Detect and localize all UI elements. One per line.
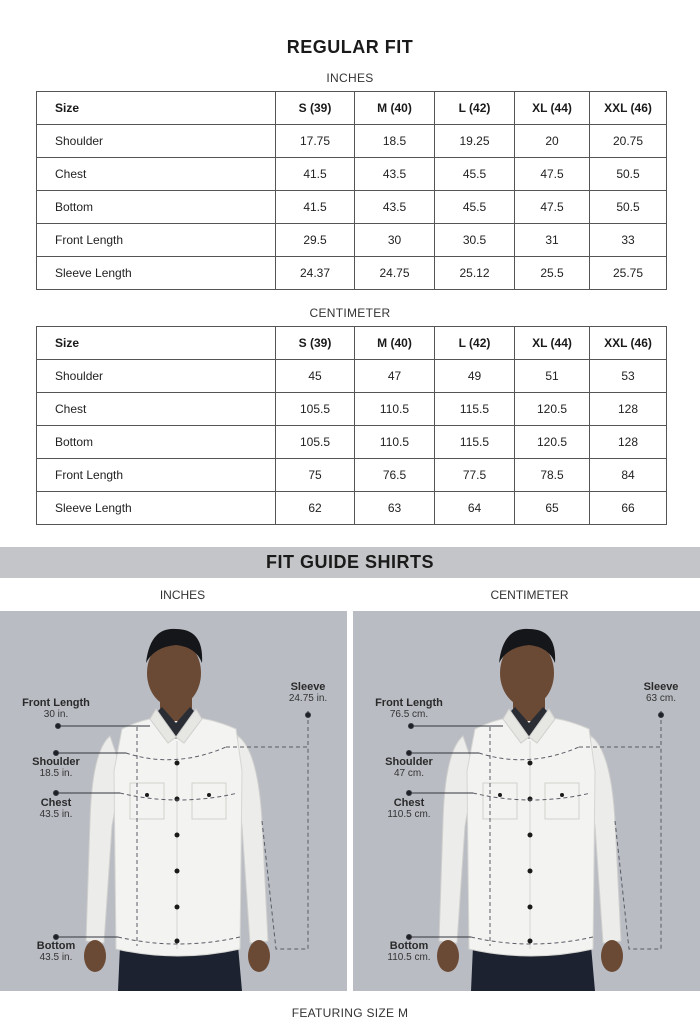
table-cell: 49 xyxy=(435,360,515,393)
row-label: Chest xyxy=(37,158,276,191)
chest-value: 43.5 in. xyxy=(39,809,73,820)
front-length-label: Front Length xyxy=(22,697,90,709)
sleeve-callout xyxy=(270,681,346,704)
table-cell: 128 xyxy=(590,426,667,459)
front-length-value: 30 in. xyxy=(43,709,69,720)
table-cell: 43.5 xyxy=(355,191,435,224)
cm-table-label: CENTIMETER xyxy=(309,306,391,320)
front-length-label: Front Length xyxy=(375,697,443,709)
table-row xyxy=(37,360,667,393)
table-cell: 84 xyxy=(590,459,667,492)
sleeve-value: 63 cm. xyxy=(645,693,676,704)
front-length-value: 76.5 cm. xyxy=(389,709,429,720)
table-row xyxy=(37,191,667,224)
table-cell: 120.5 xyxy=(515,393,590,426)
row-label: Front Length xyxy=(37,224,276,257)
bottom-value: 110.5 cm. xyxy=(387,952,431,963)
table-cell: 105.5 xyxy=(276,426,355,459)
table-cell: 24.75 xyxy=(355,257,435,290)
table-cell: 50.5 xyxy=(590,191,667,224)
row-label: Sleeve Length xyxy=(37,257,276,290)
column-header: L (42) xyxy=(435,327,515,360)
table-cell: 20 xyxy=(515,125,590,158)
column-header: XL (44) xyxy=(515,92,590,125)
fit-panel-centimeter xyxy=(353,611,700,991)
table-cell: 41.5 xyxy=(276,191,355,224)
table-row xyxy=(37,426,667,459)
table-cell: 17.75 xyxy=(276,125,355,158)
column-header: S (39) xyxy=(276,327,355,360)
inches-table-label: INCHES xyxy=(326,71,374,85)
chest-label: Chest xyxy=(40,797,72,809)
table-cell: 65 xyxy=(515,492,590,525)
row-label: Sleeve Length xyxy=(37,492,276,525)
table-cell: 115.5 xyxy=(435,426,515,459)
table-header-row xyxy=(37,92,667,125)
column-header: L (42) xyxy=(435,92,515,125)
bottom-value: 43.5 in. xyxy=(39,952,73,963)
bottom-callout xyxy=(367,940,451,963)
chest-value: 110.5 cm. xyxy=(387,809,431,820)
column-header: M (40) xyxy=(355,327,435,360)
chest-callout xyxy=(367,797,451,820)
table-cell: 120.5 xyxy=(515,426,590,459)
table-cell: 66 xyxy=(590,492,667,525)
row-label: Shoulder xyxy=(37,360,276,393)
row-label: Shoulder xyxy=(37,125,276,158)
table-cell: 78.5 xyxy=(515,459,590,492)
table-cell: 47.5 xyxy=(515,158,590,191)
shoulder-callout xyxy=(14,756,98,779)
row-label: Front Length xyxy=(37,459,276,492)
column-header: Size xyxy=(37,327,276,360)
row-label: Bottom xyxy=(37,426,276,459)
bottom-label: Bottom xyxy=(36,940,76,952)
table-cell: 33 xyxy=(590,224,667,257)
fit-panel-inches xyxy=(0,611,347,991)
table-row xyxy=(37,393,667,426)
column-header: XL (44) xyxy=(515,327,590,360)
sleeve-callout xyxy=(623,681,699,704)
column-header: XXL (46) xyxy=(590,92,667,125)
table-row xyxy=(37,257,667,290)
sleeve-label: Sleeve xyxy=(643,681,679,693)
table-cell: 31 xyxy=(515,224,590,257)
shoulder-callout xyxy=(367,756,451,779)
shoulder-value: 18.5 in. xyxy=(39,768,73,779)
table-cell: 25.75 xyxy=(590,257,667,290)
table-cell: 41.5 xyxy=(276,158,355,191)
chest-label: Chest xyxy=(393,797,425,809)
table-cell: 62 xyxy=(276,492,355,525)
cm-size-table xyxy=(36,326,667,525)
table-cell: 19.25 xyxy=(435,125,515,158)
column-header: Size xyxy=(37,92,276,125)
column-header: S (39) xyxy=(276,92,355,125)
table-cell: 110.5 xyxy=(355,393,435,426)
table-cell: 18.5 xyxy=(355,125,435,158)
table-cell: 75 xyxy=(276,459,355,492)
panel-title-centimeter: CENTIMETER xyxy=(490,588,569,602)
shoulder-label: Shoulder xyxy=(385,756,433,768)
table-cell: 43.5 xyxy=(355,158,435,191)
featuring-size-note: FEATURING SIZE M xyxy=(291,1006,409,1020)
table-cell: 47 xyxy=(355,360,435,393)
table-row xyxy=(37,492,667,525)
table-cell: 50.5 xyxy=(590,158,667,191)
panel-title-inches: INCHES xyxy=(159,588,206,602)
table-row xyxy=(37,158,667,191)
row-label: Bottom xyxy=(37,191,276,224)
table-cell: 30.5 xyxy=(435,224,515,257)
table-cell: 45.5 xyxy=(435,158,515,191)
sleeve-label: Sleeve xyxy=(290,681,326,693)
table-cell: 25.5 xyxy=(515,257,590,290)
table-cell: 51 xyxy=(515,360,590,393)
table-cell: 45 xyxy=(276,360,355,393)
table-cell: 20.75 xyxy=(590,125,667,158)
bottom-label: Bottom xyxy=(389,940,429,952)
shoulder-value: 47 cm. xyxy=(393,768,424,779)
front-length-callout xyxy=(363,697,455,720)
table-cell: 53 xyxy=(590,360,667,393)
table-cell: 29.5 xyxy=(276,224,355,257)
table-cell: 64 xyxy=(435,492,515,525)
inches-size-table xyxy=(36,91,667,290)
table-cell: 24.37 xyxy=(276,257,355,290)
table-cell: 76.5 xyxy=(355,459,435,492)
table-cell: 105.5 xyxy=(276,393,355,426)
table-cell: 110.5 xyxy=(355,426,435,459)
table-header-row xyxy=(37,327,667,360)
table-cell: 25.12 xyxy=(435,257,515,290)
table-cell: 63 xyxy=(355,492,435,525)
chest-callout xyxy=(14,797,98,820)
row-label: Chest xyxy=(37,393,276,426)
table-row xyxy=(37,459,667,492)
table-cell: 128 xyxy=(590,393,667,426)
table-cell: 45.5 xyxy=(435,191,515,224)
column-header: XXL (46) xyxy=(590,327,667,360)
table-row xyxy=(37,125,667,158)
table-cell: 47.5 xyxy=(515,191,590,224)
table-cell: 115.5 xyxy=(435,393,515,426)
table-row xyxy=(37,224,667,257)
column-header: M (40) xyxy=(355,92,435,125)
table-cell: 77.5 xyxy=(435,459,515,492)
front-length-callout xyxy=(10,697,102,720)
sleeve-value: 24.75 in. xyxy=(288,693,328,704)
page-title: REGULAR FIT xyxy=(286,37,414,57)
shoulder-label: Shoulder xyxy=(32,756,80,768)
fit-guide-title: FIT GUIDE SHIRTS xyxy=(0,547,700,578)
table-cell: 30 xyxy=(355,224,435,257)
bottom-callout xyxy=(14,940,98,963)
